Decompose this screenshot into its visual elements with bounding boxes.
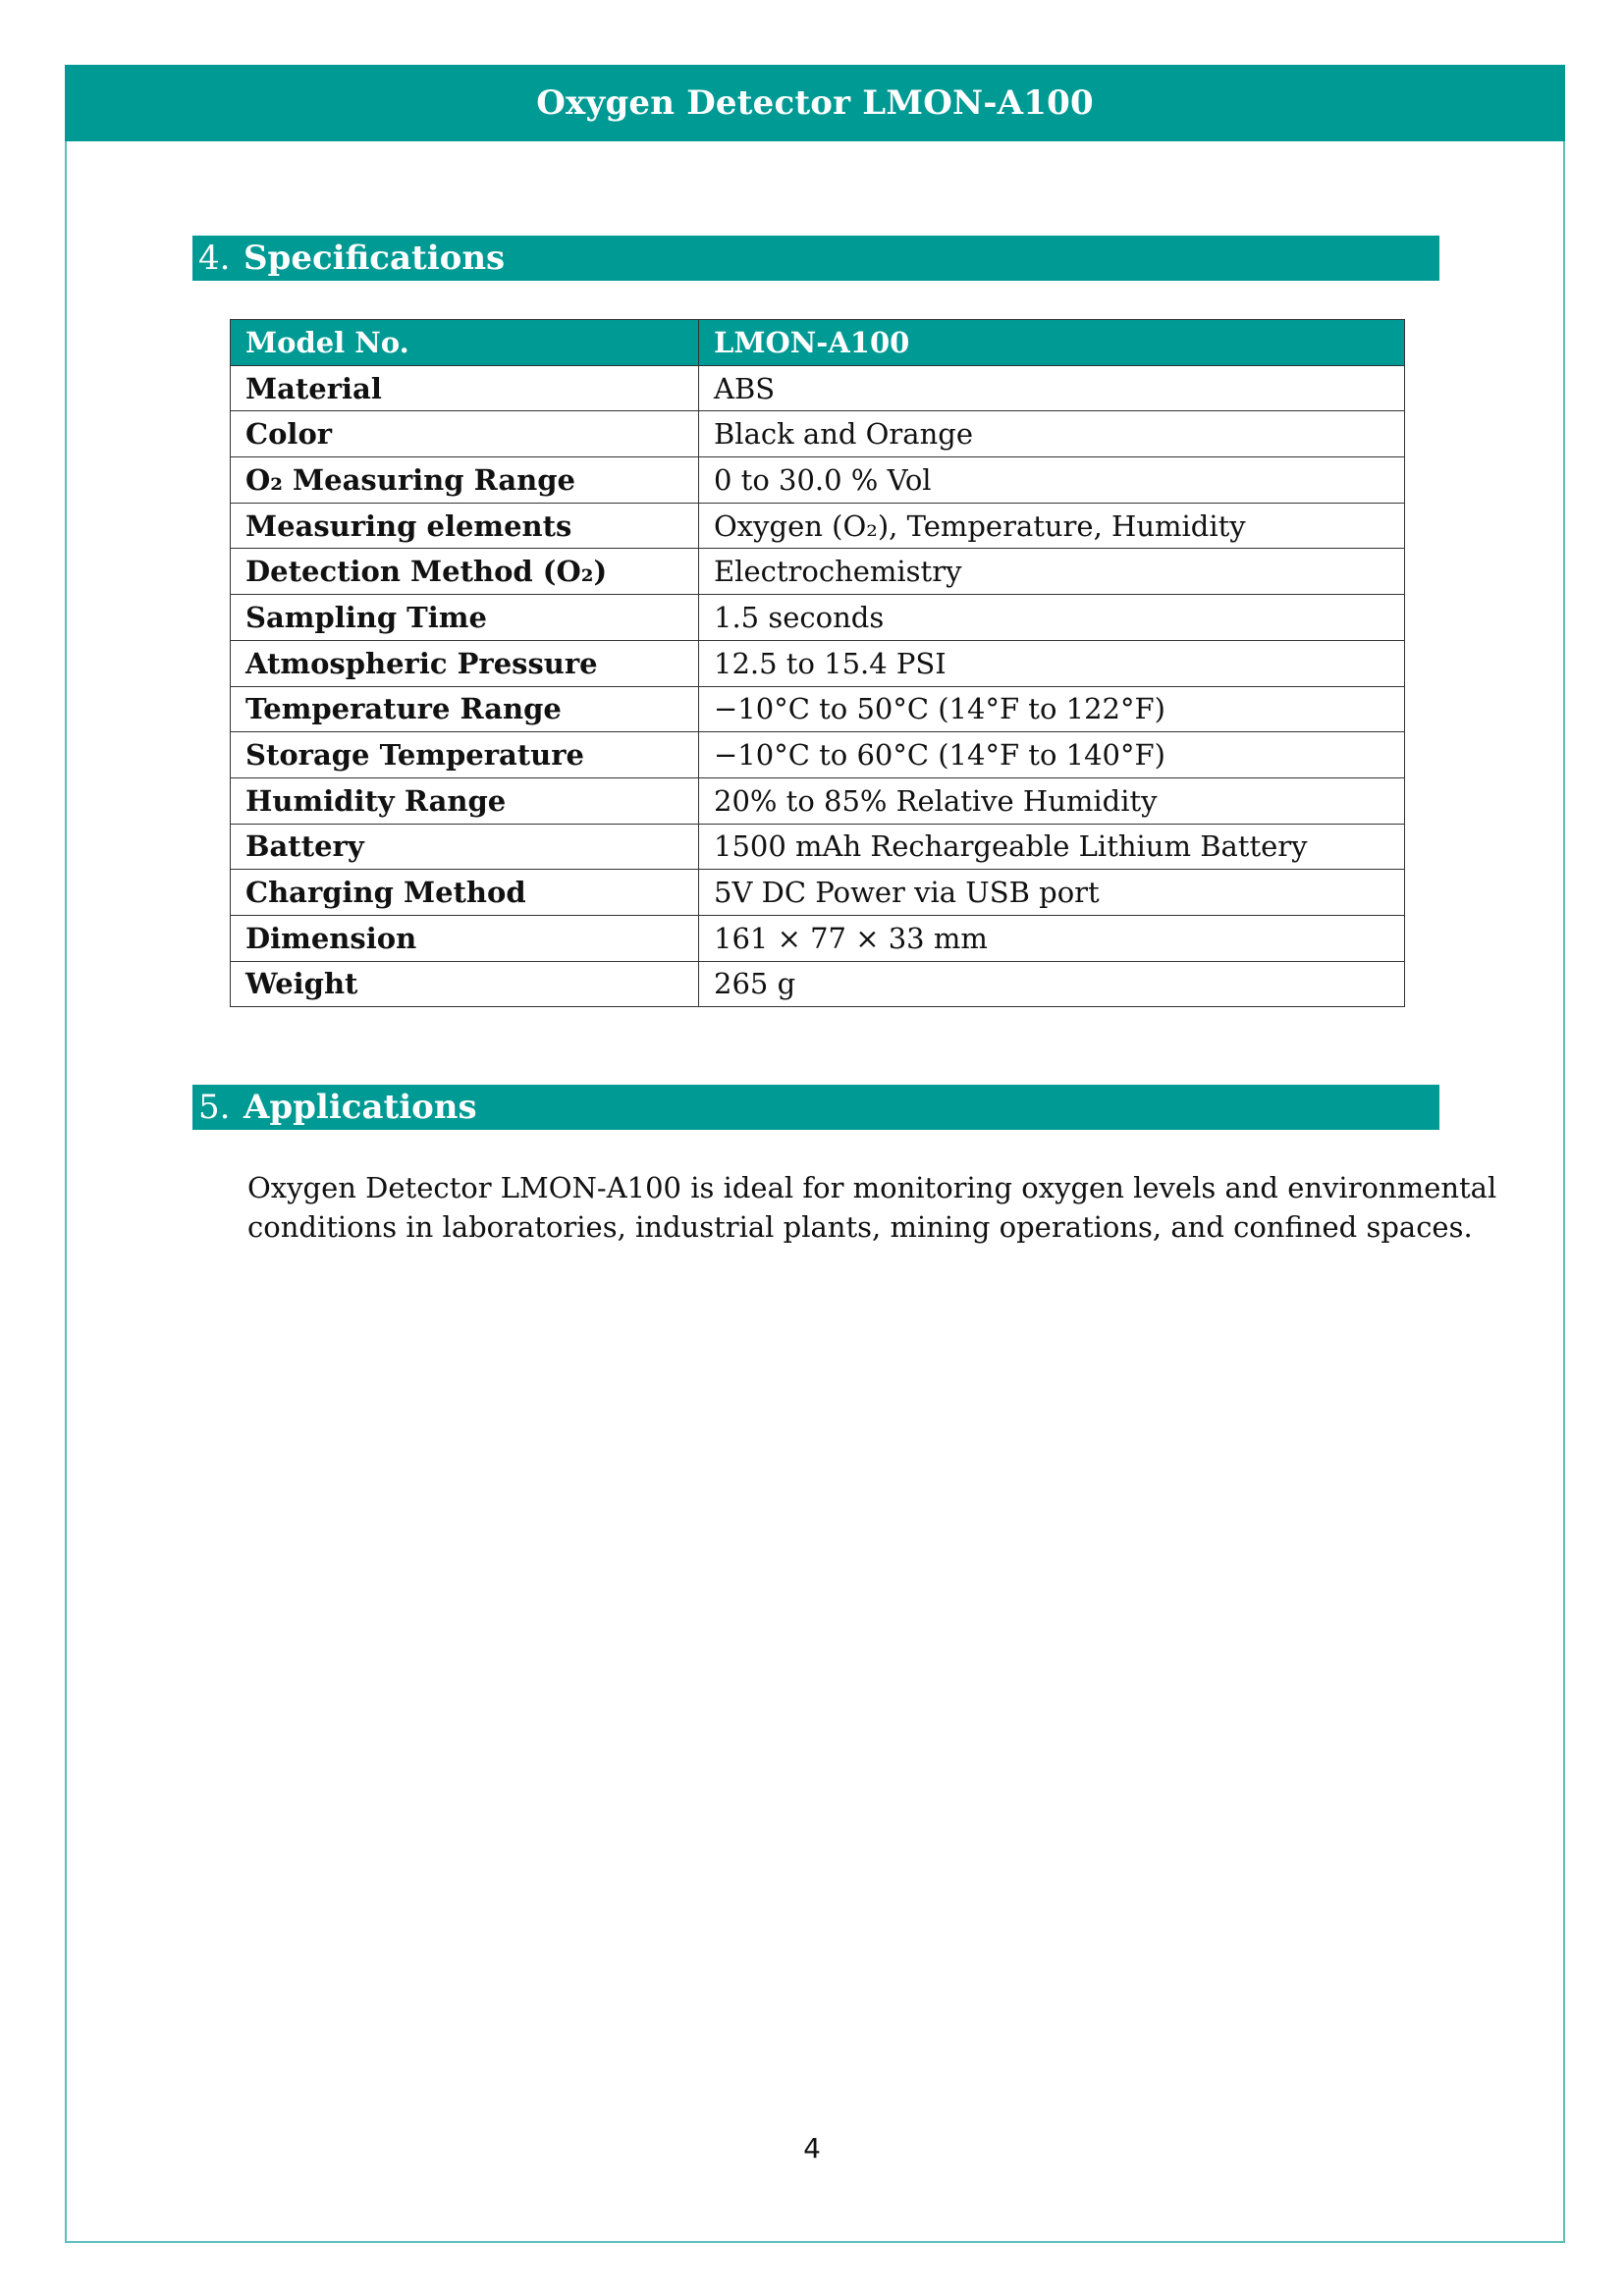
spec-key-cell: Material xyxy=(231,365,699,411)
paragraph-line: conditions in laboratories, industrial plants, mining operations, and confined spaces. xyxy=(247,1210,1473,1244)
table-row xyxy=(231,503,1405,549)
specifications-table xyxy=(230,319,1405,1007)
table-row xyxy=(231,549,1405,595)
spec-value-cell: Black and Orange xyxy=(699,411,1405,457)
spec-value-cell: 265 g xyxy=(699,961,1405,1007)
section-heading-specifications xyxy=(192,236,1439,281)
table-row xyxy=(231,411,1405,457)
spec-key-cell: Dimension xyxy=(231,915,699,961)
document-title: Oxygen Detector LMON-A100 xyxy=(536,83,1094,123)
spec-key-cell: Detection Method (O₂) xyxy=(231,549,699,595)
spec-value-cell: 5V DC Power via USB port xyxy=(699,870,1405,916)
spec-value-cell: 12.5 to 15.4 PSI xyxy=(699,640,1405,686)
section-heading-applications xyxy=(192,1085,1439,1130)
spec-key-cell: Charging Method xyxy=(231,870,699,916)
spec-key-cell: Battery xyxy=(231,824,699,870)
spec-value-cell: 0 to 30.0 % Vol xyxy=(699,457,1405,504)
spec-value-cell: −10°C to 50°C (14°F to 122°F) xyxy=(699,686,1405,732)
spec-key-cell: Color xyxy=(231,411,699,457)
section-title: Applications xyxy=(244,1088,477,1127)
spec-value-cell: ABS xyxy=(699,365,1405,411)
spec-value-cell: Oxygen (O₂), Temperature, Humidity xyxy=(699,503,1405,549)
spec-key-cell: O₂ Measuring Range xyxy=(231,457,699,504)
spec-value-cell: Electrochemistry xyxy=(699,549,1405,595)
table-row xyxy=(231,915,1405,961)
spec-key-cell: Sampling Time xyxy=(231,595,699,641)
table-row xyxy=(231,686,1405,732)
header-value-cell: LMON-A100 xyxy=(699,320,1405,366)
spec-key-cell: Storage Temperature xyxy=(231,732,699,778)
spec-value-cell: 20% to 85% Relative Humidity xyxy=(699,777,1405,824)
table-row xyxy=(231,777,1405,824)
spec-key-cell: Temperature Range xyxy=(231,686,699,732)
table-row xyxy=(231,732,1405,778)
paragraph-line: Oxygen Detector LMON-A100 is ideal for monitoring oxygen levels and environmental xyxy=(247,1171,1497,1204)
header-key-cell: Model No. xyxy=(231,320,699,366)
table-row xyxy=(231,961,1405,1007)
spec-value-cell: 1500 mAh Rechargeable Lithium Battery xyxy=(699,824,1405,870)
page-header xyxy=(65,65,1565,141)
section-title: Specifications xyxy=(244,239,506,278)
table-row xyxy=(231,365,1405,411)
spec-value-cell: −10°C to 60°C (14°F to 140°F) xyxy=(699,732,1405,778)
table-row xyxy=(231,595,1405,641)
applications-paragraph xyxy=(247,1168,1497,1247)
section-number: 5. xyxy=(198,1088,231,1127)
spec-key-cell: Weight xyxy=(231,961,699,1007)
spec-key-cell: Humidity Range xyxy=(231,777,699,824)
table-header-row xyxy=(231,320,1405,366)
table-row xyxy=(231,640,1405,686)
table-row xyxy=(231,824,1405,870)
table-row xyxy=(231,870,1405,916)
spec-key-cell: Atmospheric Pressure xyxy=(231,640,699,686)
spec-key-cell: Measuring elements xyxy=(231,503,699,549)
spec-value-cell: 1.5 seconds xyxy=(699,595,1405,641)
page-number: 4 xyxy=(803,2132,821,2164)
section-number: 4. xyxy=(198,239,231,278)
table-row xyxy=(231,457,1405,504)
spec-value-cell: 161 × 77 × 33 mm xyxy=(699,915,1405,961)
